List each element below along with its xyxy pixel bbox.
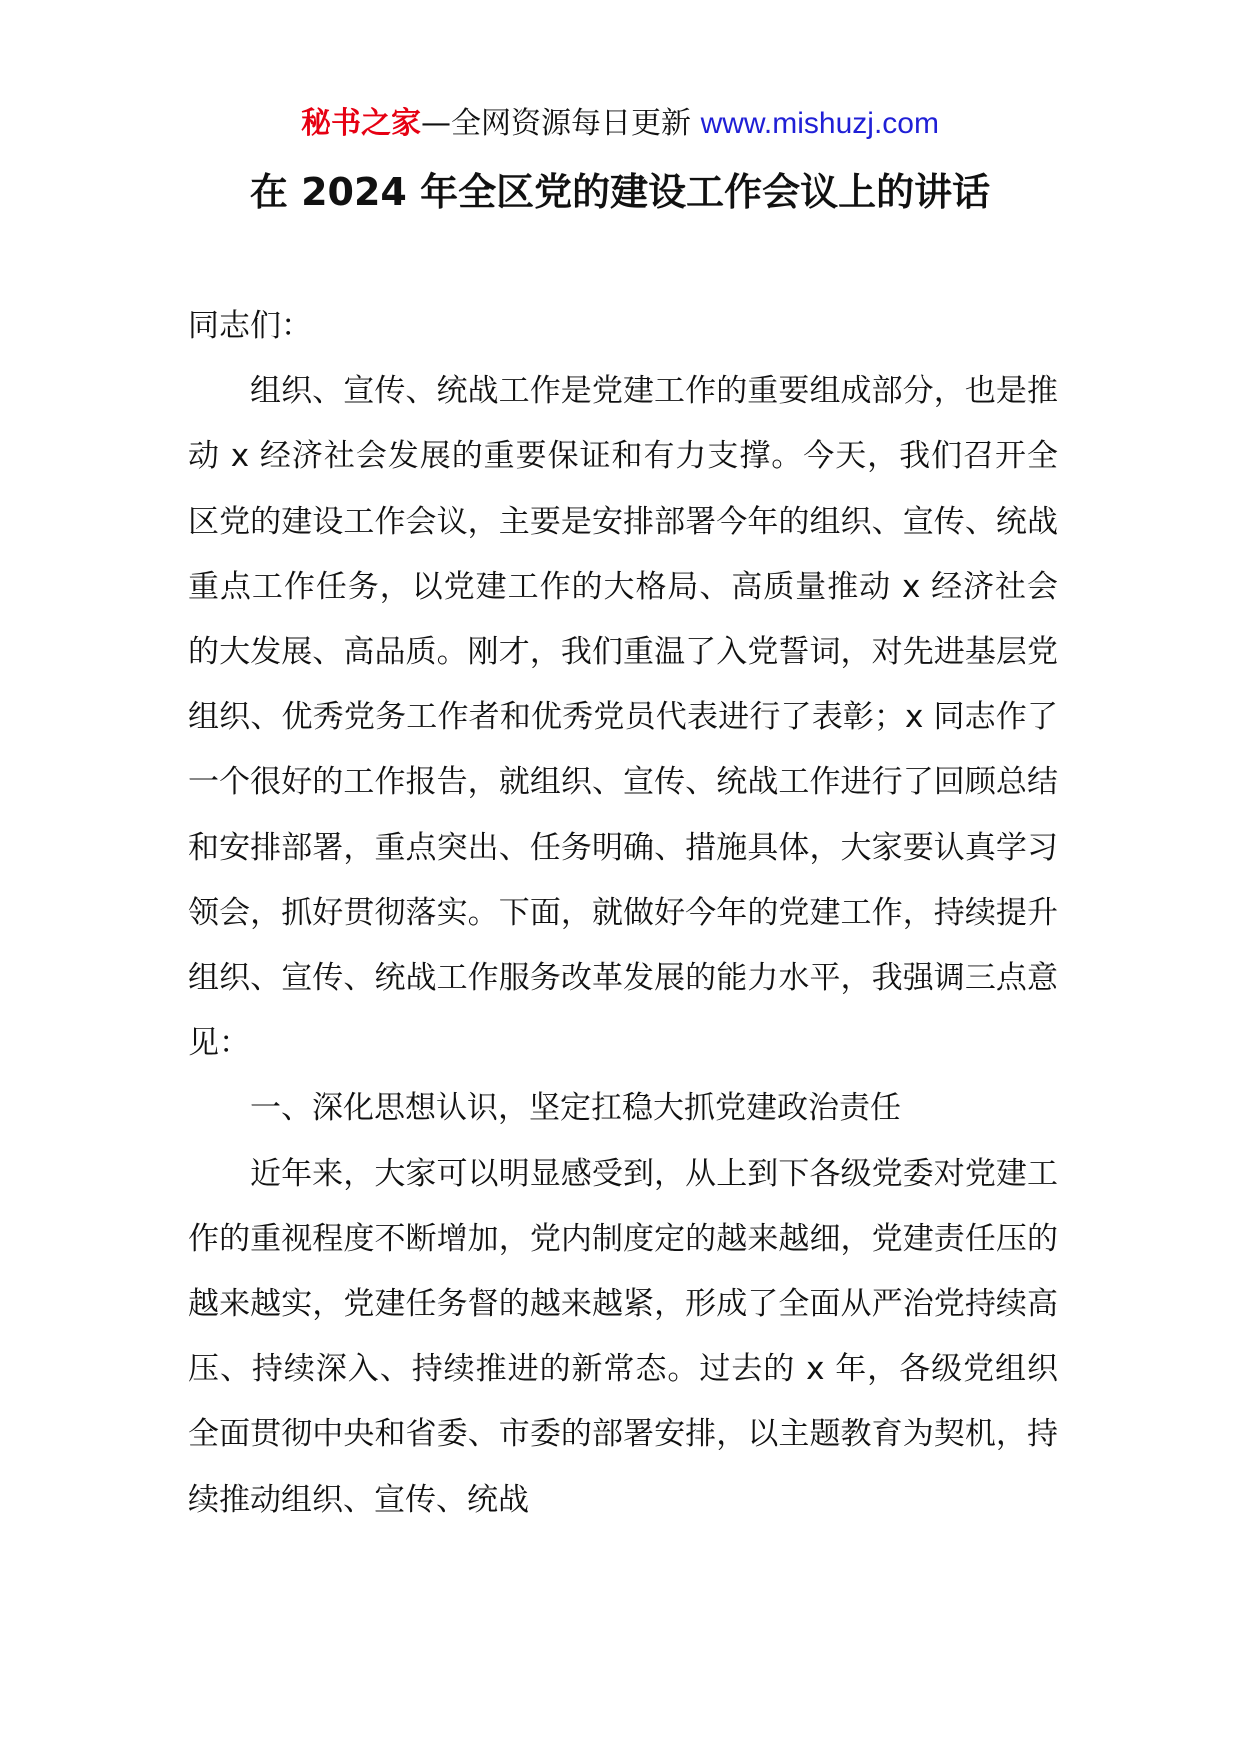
site-header xyxy=(0,104,1240,144)
header-tagline: —全网资源每日更新 xyxy=(421,106,701,141)
document-title: 在 2024 年全区党的建设工作会议上的讲话 xyxy=(249,170,991,214)
brand-name: 秘书之家 xyxy=(301,106,422,141)
salutation: 同志们： xyxy=(188,308,312,344)
site-url-link[interactable]: www.mishuzj.com xyxy=(700,107,939,140)
document-body xyxy=(188,294,1058,1533)
paragraph-intro: 组织、宣传、统战工作是党建工作的重要组成部分，也是推动 x 经济社会发展的重要保证和有力支撑。今天，我们召开全区党的建设工作会议，主要是安排部署今年的组织、宣传、统战重点工作任务，以党建工作的大格局、高质量推动 x 经济社会的大发展、高品质。刚才，我们重温了入党誓词，对先进基层党组织、优秀党务工作者和优秀党员代表进行了表彰；x 同志作了一个很好的工作报告，就组织、宣传、统战工作进行了回顾总结和安排部署，重点突出、任务明确、措施具体，大家要认真学习领会，抓好贯彻落实。下面，就做好今年的党建工作，持续提升组织、宣传、统战工作服务改革发展的能力水平，我强调三点意见： xyxy=(188,373,1058,1062)
section-heading: 一、深化思想认识，坚定扛稳大抓党建政治责任 xyxy=(250,1090,901,1127)
paragraph-section-one: 近年来，大家可以明显感受到，从上到下各级党委对党建工作的重视程度不断增加，党内制度定的越来越细，党建责任压的越来越实，党建任务督的越来越紧，形成了全面从严治党持续高压、持续深入、持续推进的新常态。过去的 x 年，各级党组织全面贯彻中央和省委、市委的部署安排，以主题教育为契机，持续推动组织、宣传、统战 xyxy=(188,1155,1058,1518)
